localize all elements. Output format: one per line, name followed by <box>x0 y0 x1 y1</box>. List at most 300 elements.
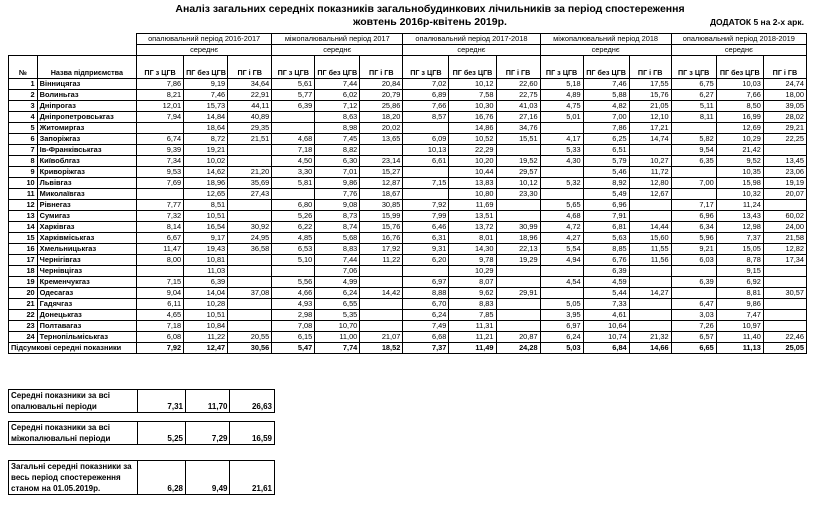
table-row <box>9 101 807 112</box>
value-cell: 5,61 <box>272 79 315 90</box>
value-cell: 16,99 <box>716 112 763 123</box>
value-cell: 8,83 <box>315 244 360 255</box>
value-cell: 5,79 <box>583 156 629 167</box>
sub-column-header: ПГ без ЦГВ <box>184 56 228 79</box>
value-cell: 7,91 <box>583 211 629 222</box>
value-cell: 4,65 <box>137 310 184 321</box>
value-cell: 15,27 <box>360 167 403 178</box>
row-number: 23 <box>9 321 38 332</box>
value-cell: 19,19 <box>763 178 806 189</box>
value-cell <box>496 310 540 321</box>
company-name: Полтавагаз <box>37 321 136 332</box>
value-cell: 5,35 <box>315 310 360 321</box>
value-cell: 4,50 <box>272 156 315 167</box>
value-cell <box>360 310 403 321</box>
value-cell: 7,66 <box>403 101 449 112</box>
value-cell: 6,35 <box>671 156 716 167</box>
value-cell <box>763 200 806 211</box>
value-cell: 8,11 <box>671 112 716 123</box>
value-cell: 20,55 <box>228 332 272 343</box>
value-cell: 5,77 <box>272 90 315 101</box>
value-cell: 29,91 <box>496 288 540 299</box>
value-cell: 4,17 <box>540 134 583 145</box>
value-cell: 6,31 <box>403 233 449 244</box>
value-cell: 5,49 <box>583 189 629 200</box>
value-cell: 7,02 <box>403 79 449 90</box>
value-cell <box>671 167 716 178</box>
value-cell: 36,58 <box>228 244 272 255</box>
value-cell: 6,97 <box>540 321 583 332</box>
value-cell: 8,50 <box>716 101 763 112</box>
value-cell: 9,15 <box>716 266 763 277</box>
company-name: Ів-Франківськгаз <box>37 145 136 156</box>
summary-value: 11,70 <box>185 390 230 413</box>
value-cell: 13,65 <box>360 134 403 145</box>
value-cell: 21,20 <box>228 167 272 178</box>
table-row <box>9 288 807 299</box>
value-cell: 6,68 <box>403 332 449 343</box>
value-cell <box>540 288 583 299</box>
value-cell <box>496 145 540 156</box>
table-row <box>9 167 807 178</box>
value-cell: 6,53 <box>272 244 315 255</box>
company-name: Вінницягаз <box>37 79 136 90</box>
value-cell <box>671 189 716 200</box>
value-cell: 13,43 <box>716 211 763 222</box>
value-cell: 7,58 <box>449 90 496 101</box>
row-number: 15 <box>9 233 38 244</box>
value-cell: 7,32 <box>137 211 184 222</box>
value-cell: 21,51 <box>228 134 272 145</box>
company-name: Житомиргаз <box>37 123 136 134</box>
value-cell: 15,60 <box>629 233 671 244</box>
col-name-header: Назва підприємства <box>37 56 136 79</box>
value-cell: 11,21 <box>449 332 496 343</box>
value-cell: 2,98 <box>272 310 315 321</box>
value-cell: 4,30 <box>540 156 583 167</box>
value-cell: 22,29 <box>449 145 496 156</box>
value-cell: 10,70 <box>315 321 360 332</box>
value-cell: 8,74 <box>315 222 360 233</box>
average-header: середнє <box>272 45 403 56</box>
value-cell: 7,45 <box>315 134 360 145</box>
value-cell: 7,99 <box>403 211 449 222</box>
value-cell: 20,84 <box>360 79 403 90</box>
period-header: опалювальний період 2016-2017 <box>137 34 272 45</box>
value-cell <box>629 299 671 310</box>
row-number: 16 <box>9 244 38 255</box>
value-cell: 29,57 <box>496 167 540 178</box>
value-cell: 8,83 <box>449 299 496 310</box>
value-cell: 11,31 <box>449 321 496 332</box>
totals-row <box>9 343 807 354</box>
table-row <box>9 123 807 134</box>
value-cell <box>228 277 272 288</box>
value-cell: 6,02 <box>315 90 360 101</box>
value-cell: 6,92 <box>716 277 763 288</box>
value-cell: 6,24 <box>315 288 360 299</box>
totals-value: 12,47 <box>184 343 228 354</box>
value-cell: 12,10 <box>629 112 671 123</box>
row-number: 14 <box>9 222 38 233</box>
value-cell: 7,00 <box>583 112 629 123</box>
value-cell: 20,07 <box>763 189 806 200</box>
value-cell: 18,20 <box>360 112 403 123</box>
value-cell <box>496 299 540 310</box>
value-cell: 8,85 <box>583 244 629 255</box>
value-cell: 15,76 <box>629 90 671 101</box>
value-cell: 6,20 <box>403 255 449 266</box>
value-cell: 8,57 <box>403 112 449 123</box>
company-name: Кременчукгаз <box>37 277 136 288</box>
value-cell <box>763 277 806 288</box>
value-cell: 14,04 <box>184 288 228 299</box>
value-cell <box>228 266 272 277</box>
value-cell: 14,74 <box>629 134 671 145</box>
value-cell: 7,76 <box>315 189 360 200</box>
value-cell <box>671 288 716 299</box>
value-cell: 6,11 <box>137 299 184 310</box>
value-cell: 21,58 <box>763 233 806 244</box>
value-cell: 10,32 <box>716 189 763 200</box>
value-cell: 8,07 <box>449 277 496 288</box>
value-cell: 7,44 <box>315 79 360 90</box>
value-cell: 4,68 <box>540 211 583 222</box>
value-cell: 6,61 <box>403 156 449 167</box>
value-cell <box>629 145 671 156</box>
value-cell: 5,33 <box>540 145 583 156</box>
value-cell: 11,69 <box>449 200 496 211</box>
value-cell: 6,47 <box>671 299 716 310</box>
value-cell: 24,74 <box>763 79 806 90</box>
value-cell: 18,67 <box>360 189 403 200</box>
value-cell: 6,24 <box>403 310 449 321</box>
report-title <box>150 3 710 29</box>
value-cell: 7,86 <box>583 123 629 134</box>
value-cell: 21,07 <box>360 332 403 343</box>
table-row <box>9 222 807 233</box>
row-number: 21 <box>9 299 38 310</box>
value-cell: 14,42 <box>360 288 403 299</box>
value-cell: 6,76 <box>583 255 629 266</box>
corner-blank <box>9 45 137 56</box>
value-cell: 8,98 <box>315 123 360 134</box>
value-cell: 5,46 <box>583 167 629 178</box>
value-cell: 17,21 <box>629 123 671 134</box>
value-cell: 30,92 <box>228 222 272 233</box>
value-cell: 11,22 <box>184 332 228 343</box>
value-cell: 6,75 <box>671 79 716 90</box>
table-row <box>9 277 807 288</box>
summary-table <box>8 460 275 495</box>
value-cell: 10,51 <box>184 211 228 222</box>
value-cell: 13,83 <box>449 178 496 189</box>
table-row <box>9 266 807 277</box>
value-cell: 6,51 <box>583 145 629 156</box>
totals-value: 5,03 <box>540 343 583 354</box>
value-cell: 8,73 <box>315 211 360 222</box>
value-cell <box>540 266 583 277</box>
sub-column-header: ПГ без ЦГВ <box>716 56 763 79</box>
value-cell: 12,82 <box>763 244 806 255</box>
value-cell <box>272 123 315 134</box>
value-cell: 4,75 <box>540 101 583 112</box>
value-cell <box>272 189 315 200</box>
company-name: Сумигаз <box>37 211 136 222</box>
row-number: 1 <box>9 79 38 90</box>
value-cell: 4,54 <box>540 277 583 288</box>
value-cell: 10,28 <box>184 299 228 310</box>
totals-value: 30,56 <box>228 343 272 354</box>
value-cell <box>360 321 403 332</box>
value-cell: 7,77 <box>137 200 184 211</box>
value-cell: 6,24 <box>540 332 583 343</box>
value-cell: 14,44 <box>629 222 671 233</box>
value-cell: 10,64 <box>583 321 629 332</box>
value-cell: 4,94 <box>540 255 583 266</box>
value-cell: 9,21 <box>671 244 716 255</box>
average-header: середнє <box>403 45 540 56</box>
value-cell: 7,18 <box>137 321 184 332</box>
value-cell: 3,95 <box>540 310 583 321</box>
value-cell: 4,99 <box>315 277 360 288</box>
value-cell <box>496 277 540 288</box>
value-cell: 7,06 <box>315 266 360 277</box>
value-cell: 22,75 <box>496 90 540 101</box>
row-number: 20 <box>9 288 38 299</box>
value-cell: 12,01 <box>137 101 184 112</box>
value-cell: 4,66 <box>272 288 315 299</box>
company-name: Волиньгаз <box>37 90 136 101</box>
row-number: 5 <box>9 123 38 134</box>
value-cell <box>629 211 671 222</box>
value-cell <box>629 200 671 211</box>
value-cell: 9,54 <box>671 145 716 156</box>
company-name: Дніпрогаз <box>37 101 136 112</box>
value-cell: 9,78 <box>449 255 496 266</box>
value-cell: 6,15 <box>272 332 315 343</box>
company-name: Миколаївгаз <box>37 189 136 200</box>
value-cell: 23,06 <box>763 167 806 178</box>
value-cell: 19,29 <box>496 255 540 266</box>
totals-value: 7,37 <box>403 343 449 354</box>
value-cell: 12,98 <box>716 222 763 233</box>
summary-label: Середні показники за всі опалювальні періоди <box>9 390 138 413</box>
row-number: 11 <box>9 189 38 200</box>
row-number: 10 <box>9 178 38 189</box>
value-cell <box>272 112 315 123</box>
value-cell: 7,92 <box>403 200 449 211</box>
value-cell: 9,62 <box>449 288 496 299</box>
value-cell: 30,85 <box>360 200 403 211</box>
company-name: Дніпропетровськгаз <box>37 112 136 123</box>
value-cell: 24,95 <box>228 233 272 244</box>
value-cell <box>763 299 806 310</box>
summary-label: Середні показники за всі міжопалювальні періоди <box>9 422 138 445</box>
value-cell: 6,09 <box>403 134 449 145</box>
value-cell: 19,21 <box>184 145 228 156</box>
value-cell: 15,73 <box>184 101 228 112</box>
value-cell <box>540 189 583 200</box>
value-cell: 6,08 <box>137 332 184 343</box>
value-cell: 6,67 <box>137 233 184 244</box>
value-cell: 6,39 <box>671 277 716 288</box>
value-cell: 20,02 <box>360 123 403 134</box>
value-cell <box>629 266 671 277</box>
row-number: 3 <box>9 101 38 112</box>
value-cell: 7,37 <box>716 233 763 244</box>
value-cell: 7,49 <box>403 321 449 332</box>
main-table <box>8 33 807 354</box>
summary-value: 26,63 <box>230 390 275 413</box>
average-header: середнє <box>671 45 806 56</box>
table-row <box>9 134 807 145</box>
value-cell: 8,82 <box>315 145 360 156</box>
value-cell <box>360 299 403 310</box>
value-cell <box>496 321 540 332</box>
value-cell: 5,82 <box>671 134 716 145</box>
value-cell: 18,00 <box>763 90 806 101</box>
value-cell: 17,34 <box>763 255 806 266</box>
row-number: 4 <box>9 112 38 123</box>
value-cell: 22,25 <box>763 134 806 145</box>
value-cell: 10,52 <box>449 134 496 145</box>
value-cell: 4,27 <box>540 233 583 244</box>
table-row <box>9 321 807 332</box>
value-cell: 12,87 <box>360 178 403 189</box>
value-cell: 8,81 <box>716 288 763 299</box>
value-cell: 27,16 <box>496 112 540 123</box>
value-cell: 40,89 <box>228 112 272 123</box>
value-cell: 10,29 <box>449 266 496 277</box>
value-cell: 5,96 <box>671 233 716 244</box>
value-cell: 7,18 <box>272 145 315 156</box>
value-cell <box>763 310 806 321</box>
company-name: Харківгаз <box>37 222 136 233</box>
value-cell: 8,88 <box>403 288 449 299</box>
value-cell <box>137 266 184 277</box>
value-cell <box>228 156 272 167</box>
value-cell <box>763 266 806 277</box>
value-cell: 13,51 <box>449 211 496 222</box>
value-cell: 11,03 <box>184 266 228 277</box>
value-cell <box>403 167 449 178</box>
value-cell: 28,02 <box>763 112 806 123</box>
sub-column-header: ПГ з ЦГВ <box>671 56 716 79</box>
value-cell: 10,44 <box>449 167 496 178</box>
period-header: міжопалювальний період 2017 <box>272 34 403 45</box>
value-cell: 11,40 <box>716 332 763 343</box>
totals-value: 7,74 <box>315 343 360 354</box>
value-cell: 60,02 <box>763 211 806 222</box>
table-row <box>9 233 807 244</box>
sub-column-header: ПГ без ЦГВ <box>315 56 360 79</box>
value-cell: 18,64 <box>184 123 228 134</box>
company-name: Запоріжгаз <box>37 134 136 145</box>
value-cell: 24,00 <box>763 222 806 233</box>
table-row <box>9 90 807 101</box>
value-cell: 15,51 <box>496 134 540 145</box>
summary-label: Загальні середні показники за весь період спостереження станом на 01.05.2019р. <box>9 461 138 495</box>
company-name: Чернігівгаз <box>37 255 136 266</box>
period-header: опалювальний період 2018-2019 <box>671 34 806 45</box>
row-number: 19 <box>9 277 38 288</box>
value-cell: 23,30 <box>496 189 540 200</box>
value-cell: 5,81 <box>272 178 315 189</box>
row-number: 12 <box>9 200 38 211</box>
totals-value: 18,52 <box>360 343 403 354</box>
value-cell: 37,08 <box>228 288 272 299</box>
value-cell: 19,43 <box>184 244 228 255</box>
value-cell: 7,44 <box>315 255 360 266</box>
table-row <box>9 211 807 222</box>
value-cell: 7,33 <box>583 299 629 310</box>
table-row <box>9 178 807 189</box>
value-cell: 15,98 <box>716 178 763 189</box>
summary-value: 7,31 <box>138 390 186 413</box>
sub-column-header: ПГ і ГВ <box>763 56 806 79</box>
value-cell: 35,69 <box>228 178 272 189</box>
value-cell: 7,15 <box>137 277 184 288</box>
row-number: 6 <box>9 134 38 145</box>
value-cell <box>228 310 272 321</box>
value-cell <box>137 189 184 200</box>
value-cell: 5,11 <box>671 101 716 112</box>
value-cell: 10,13 <box>403 145 449 156</box>
value-cell <box>496 211 540 222</box>
value-cell: 6,96 <box>671 211 716 222</box>
value-cell: 10,27 <box>629 156 671 167</box>
row-number: 2 <box>9 90 38 101</box>
value-cell: 13,72 <box>449 222 496 233</box>
value-cell: 5,56 <box>272 277 315 288</box>
value-cell: 4,89 <box>540 90 583 101</box>
value-cell: 9,53 <box>137 167 184 178</box>
appendix-label: ДОДАТОК 5 на 2-х арк. <box>710 17 804 27</box>
value-cell: 4,68 <box>272 134 315 145</box>
value-cell <box>228 255 272 266</box>
value-cell: 5,32 <box>540 178 583 189</box>
value-cell: 5,44 <box>583 288 629 299</box>
table-row <box>9 200 807 211</box>
value-cell: 6,39 <box>583 266 629 277</box>
value-cell: 5,05 <box>540 299 583 310</box>
value-cell: 12,69 <box>716 123 763 134</box>
value-cell: 39,05 <box>763 101 806 112</box>
value-cell: 7,94 <box>137 112 184 123</box>
summary-table <box>8 421 275 445</box>
table-row <box>9 189 807 200</box>
value-cell: 6,70 <box>403 299 449 310</box>
value-cell: 7,00 <box>671 178 716 189</box>
value-cell <box>496 200 540 211</box>
summary-value: 9,49 <box>185 461 230 495</box>
value-cell: 5,18 <box>540 79 583 90</box>
company-name: Хмельницькгаз <box>37 244 136 255</box>
value-cell: 6,27 <box>671 90 716 101</box>
sub-column-header: ПГ з ЦГВ <box>272 56 315 79</box>
value-cell <box>629 310 671 321</box>
value-cell: 6,57 <box>671 332 716 343</box>
value-cell: 44,11 <box>228 101 272 112</box>
value-cell: 14,62 <box>184 167 228 178</box>
table-row <box>9 112 807 123</box>
value-cell: 10,12 <box>449 79 496 90</box>
totals-value: 11,13 <box>716 343 763 354</box>
value-cell: 17,92 <box>360 244 403 255</box>
table-row <box>9 255 807 266</box>
corner-blank <box>9 34 137 45</box>
